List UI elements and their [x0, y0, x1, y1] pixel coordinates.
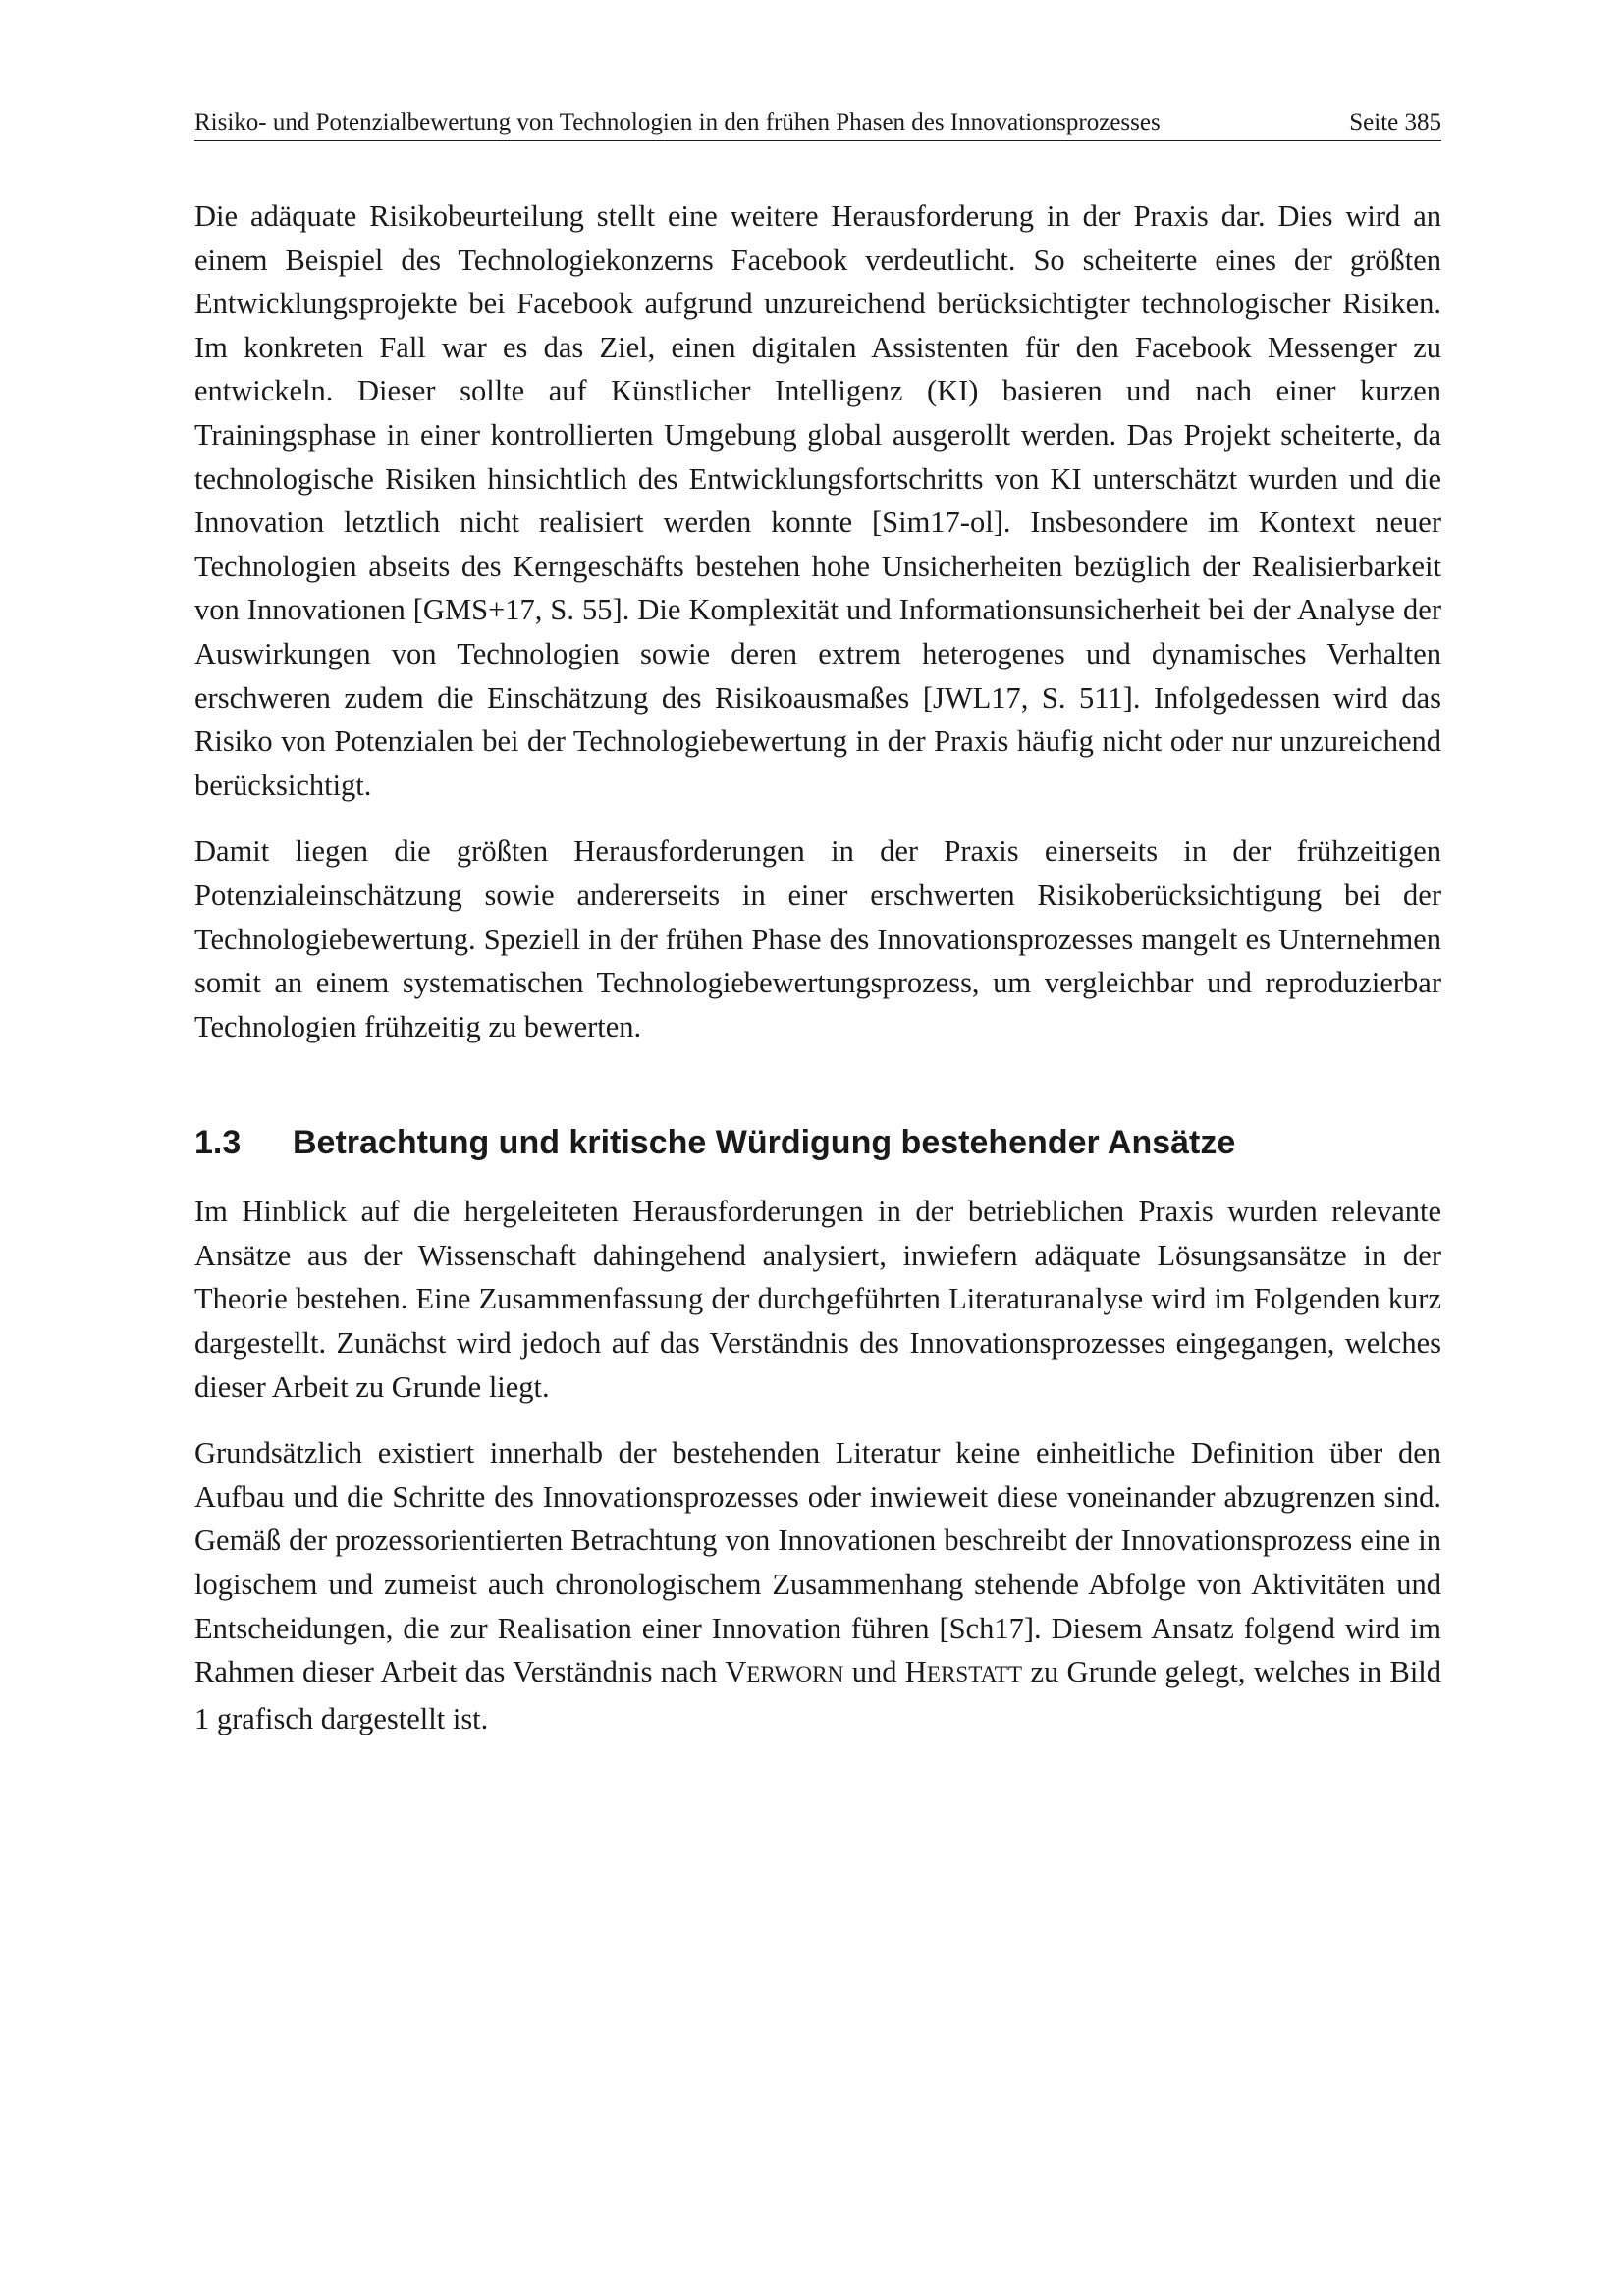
header-title: Risiko- und Potenzialbewertung von Technologien in den frühen Phasen des Innovationsprozesses	[194, 109, 1161, 135]
paragraph-4-text: Grundsätzlich existiert innerhalb der bestehenden Literatur keine einheitliche Definition über den Aufbau und die Schritte des Innovationsprozesses oder inwieweit diese voneinander abzugrenzen sind. Gemäß der prozessorientierten Betrachtung von Innovationen beschreibt der Innovationsprozess eine in logischem und zumeist auch chronologischem Zusammenhang stehende Abfolge von Aktivitäten und Entscheidungen, die zur Realisation einer Innovation führen [Sch17]. Diesem Ansatz folgend wird im Rahmen dieser Arbeit das Verständnis nach	[194, 1436, 1441, 1689]
paragraph-4	[194, 1431, 1441, 1740]
paragraph-1: Die adäquate Risikobeurteilung stellt eine weitere Herausforderung in der Praxis dar. Dies wird an einem Beispiel des Technologiekonzerns Facebook verdeutlicht. So scheiterte eines der größten Entwicklungsprojekte bei Facebook aufgrund unzureichend berücksichtigter technologischer Risiken. Im konkreten Fall war es das Ziel, einen digitalen Assistenten für den Facebook Messenger zu entwickeln. Dieser sollte auf Künstlicher Intelligenz (KI) basieren und nach einer kurzen Trainingsphase in einer kontrollierten Umgebung global ausgerollt werden. Das Projekt scheiterte, da technologische Risiken hinsichtlich des Entwicklungsfortschritts von KI unterschätzt wurden und die Innovation letztlich nicht realisiert werden konnte [Sim17-ol]. Insbesondere im Kontext neuer Technologien abseits des Kerngeschäfts bestehen hohe Unsicherheiten bezüglich der Realisierbarkeit von Innovationen [GMS+17, S. 55]. Die Komplexität und Informationsunsicherheit bei der Analyse der Auswirkungen von Technologien sowie deren extrem heterogenes und dynamisches Verhalten erschweren zudem die Einschätzung des Risikoausmaßes [JWL17, S. 511]. Infolgedessen wird das Risiko von Potenzialen bei der Technologiebewertung in der Praxis häufig nicht oder nur unzureichend berücksichtigt.	[194, 199, 1441, 802]
page-number: Seite 385	[1349, 109, 1441, 135]
author-connector: und	[851, 1655, 897, 1689]
running-header	[194, 108, 1441, 141]
author-verworn: VERWORN	[725, 1655, 844, 1689]
paragraph-2: Damit liegen die größten Herausforderungen in der Praxis einerseits in der frühzeitigen Potenzialeinschätzung sowie andererseits in einer erschwerten Risikoberücksichtigung bei der Technologiebewertung. Speziell in der frühen Phase des Innovationsprozesses mangelt es Unternehmen somit an einem systematischen Technologiebewertungsprozess, um vergleichbar und reproduzierbar Technologien frühzeitig zu bewerten.	[194, 834, 1441, 1043]
section-heading	[194, 1123, 1441, 1162]
section-number: 1.3	[194, 1124, 242, 1162]
body-text	[194, 194, 1441, 1740]
section-title: Betrachtung und kritische Würdigung bestehender Ansätze	[293, 1124, 1236, 1162]
paragraph-4-ending: zu Grunde gelegt, welches in Bild 1 grafisch dargestellt ist.	[194, 1655, 1442, 1735]
page	[194, 108, 1441, 1740]
paragraph-3: Im Hinblick auf die hergeleiteten Herausforderungen in der betrieblichen Praxis wurden relevante Ansätze aus der Wissenschaft dahingehend analysiert, inwiefern adäquate Lösungsansätze in der Theorie bestehen. Eine Zusammenfassung der durchgeführten Literaturanalyse wird im Folgenden kurz dargestellt. Zunächst wird jedoch auf das Verständnis des Innovationsprozesses eingegangen, welches dieser Arbeit zu Grunde liegt.	[194, 1195, 1441, 1404]
author-herstatt: HERSTATT	[904, 1655, 1023, 1689]
